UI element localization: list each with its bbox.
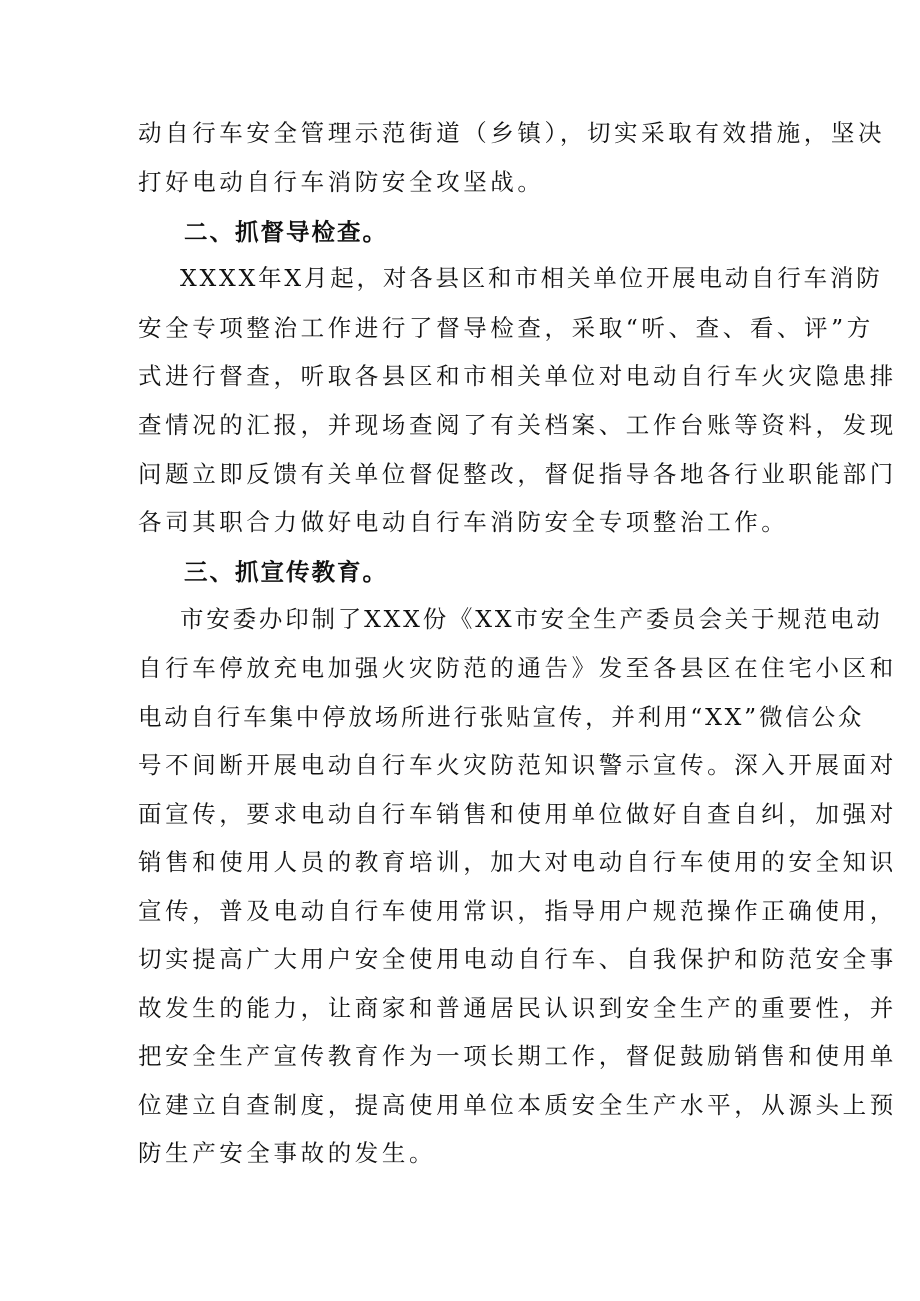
paragraph-line: 自行车停放充电加强火灾防范的通告》发至各县区在住宅小区和: [138, 654, 897, 682]
paragraph-line: 问题立即反馈有关单位督促整改，督促指导各地各行业职能部门: [138, 460, 897, 488]
paragraph-line: XXXX年X月起，对各县区和市相关单位开展电动自行车消防: [180, 264, 883, 292]
paragraph-line: 防生产安全事故的发生。: [138, 1139, 437, 1167]
paragraph-line: 面宣传，要求电动自行车销售和使用单位做好自查自纠，加强对: [138, 800, 897, 828]
paragraph-line: 打好电动自行车消防安全攻坚战。: [138, 168, 545, 196]
paragraph-line: 式进行督查，听取各县区和市相关单位对电动自行车火灾隐患排: [138, 362, 897, 390]
paragraph-line: 切实提高广大用户安全使用电动自行车、自我保护和防范安全事: [138, 945, 897, 973]
section-heading-2: 二、抓督导检查。: [184, 218, 388, 246]
paragraph-line: 把安全生产宣传教育作为一项长期工作，督促鼓励销售和使用单: [138, 1042, 897, 1070]
paragraph-line: 宣传，普及电动自行车使用常识，指导用户规范操作正确使用，: [138, 897, 897, 925]
section-heading-3: 三、抓宣传教育。: [184, 558, 388, 586]
paragraph-line: 电动自行车集中停放场所进行张贴宣传，并利用“XX”微信公众: [138, 703, 865, 731]
paragraph-line: 动自行车安全管理示范街道（乡镇），切实采取有效措施，坚决: [138, 119, 886, 147]
paragraph-line: 号不间断开展电动自行车火灾防范知识警示宣传。深入开展面对: [138, 751, 897, 779]
paragraph-line: 市安委办印制了XXX份《XX市安全生产委员会关于规范电动: [180, 605, 883, 633]
paragraph-line: 位建立自查制度，提高使用单位本质安全生产水平，从源头上预: [138, 1091, 897, 1119]
paragraph-line: 查情况的汇报，并现场查阅了有关档案、工作台账等资料，发现: [138, 411, 897, 439]
paragraph-line: 故发生的能力，让商家和普通居民认识到安全生产的重要性，并: [138, 994, 897, 1022]
paragraph-line: 销售和使用人员的教育培训，加大对电动自行车使用的安全知识: [138, 848, 897, 876]
paragraph-line: 安全专项整治工作进行了督导检查，采取“听、查、看、评”方: [138, 314, 874, 342]
paragraph-line: 各司其职合力做好电动自行车消防安全专项整治工作。: [138, 508, 789, 536]
